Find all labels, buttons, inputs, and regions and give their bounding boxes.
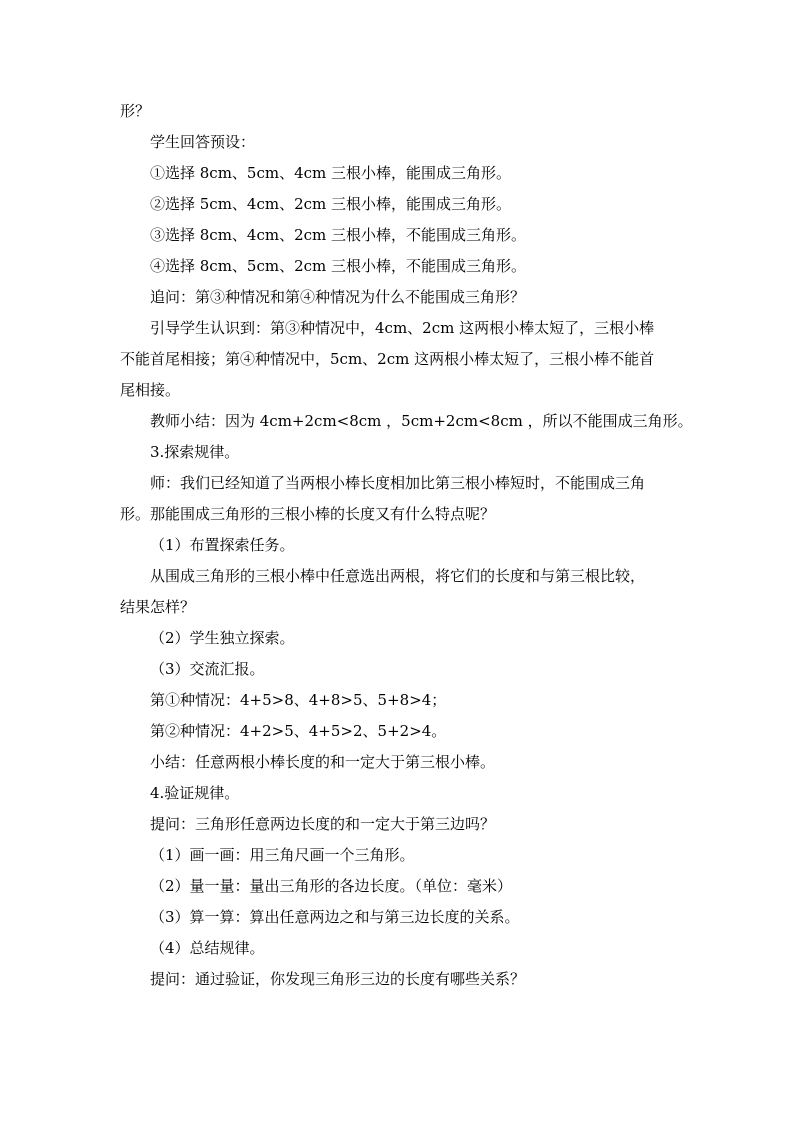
text-line: （1）画一画：用三角尺画一个三角形。 bbox=[150, 846, 415, 864]
document-body bbox=[120, 96, 693, 995]
text-line: 第①种情况：4+5>8、4+8>5、5+8>4； bbox=[150, 691, 447, 709]
section-heading: 3.探索规律。 bbox=[150, 443, 240, 461]
text-line: ③选择 8cm、4cm、2cm 三根小棒，不能围成三角形。 bbox=[150, 226, 527, 244]
text-line: （3）交流汇报。 bbox=[150, 660, 265, 678]
text-line: 提问：通过验证，你发现三角形三边的长度有哪些关系？ bbox=[150, 970, 526, 988]
section-heading: 4.验证规律。 bbox=[150, 784, 240, 802]
text-line: （2）学生独立探索。 bbox=[150, 629, 295, 647]
text-line: 提问：三角形任意两边长度的和一定大于第三边吗？ bbox=[150, 815, 496, 833]
text-line: 学生回答预设： bbox=[150, 133, 256, 151]
text-line: （4）总结规律。 bbox=[150, 939, 265, 957]
text-line: 从围成三角形的三根小棒中任意选出两根，将它们的长度和与第三根比较， bbox=[150, 567, 646, 585]
text-line: （3）算一算：算出任意两边之和与第三边长度的关系。 bbox=[150, 908, 520, 926]
text-line: ④选择 8cm、5cm、2cm 三根小棒，不能围成三角形。 bbox=[150, 257, 527, 275]
text-line: 形。那能围成三角形的三根小棒的长度又有什么特点呢？ bbox=[120, 505, 496, 523]
text-line: 小结：任意两根小棒长度的和一定大于第三根小棒。 bbox=[150, 753, 496, 771]
text-line: ②选择 5cm、4cm、2cm 三根小棒，能围成三角形。 bbox=[150, 195, 512, 213]
text-line: 结果怎样？ bbox=[120, 598, 196, 616]
text-line: 尾相接。 bbox=[120, 381, 181, 399]
text-line: 形？ bbox=[120, 102, 151, 120]
text-line: （1）布置探索任务。 bbox=[150, 536, 295, 554]
text-line: 第②种情况：4+2>5、4+5>2、5+2>4。 bbox=[150, 722, 447, 740]
text-line: 追问：第③种情况和第④种情况为什么不能围成三角形？ bbox=[150, 288, 526, 306]
text-line: 不能首尾相接；第④种情况中，5cm、2cm 这两根小棒太短了，三根小棒不能首 bbox=[120, 350, 655, 368]
text-line: 引导学生认识到：第③种情况中，4cm、2cm 这两根小棒太短了，三根小棒 bbox=[150, 319, 655, 337]
text-line: 教师小结：因为 4cm+2cm<8cm ，5cm+2cm<8cm ，所以不能围成三角形。 bbox=[150, 412, 693, 430]
text-line: （2）量一量：量出三角形的各边长度。（单位：毫米） bbox=[150, 877, 513, 895]
text-line: 师：我们已经知道了当两根小棒长度相加比第三根小棒短时，不能围成三角 bbox=[150, 474, 646, 492]
text-line: ①选择 8cm、5cm、4cm 三根小棒，能围成三角形。 bbox=[150, 164, 512, 182]
